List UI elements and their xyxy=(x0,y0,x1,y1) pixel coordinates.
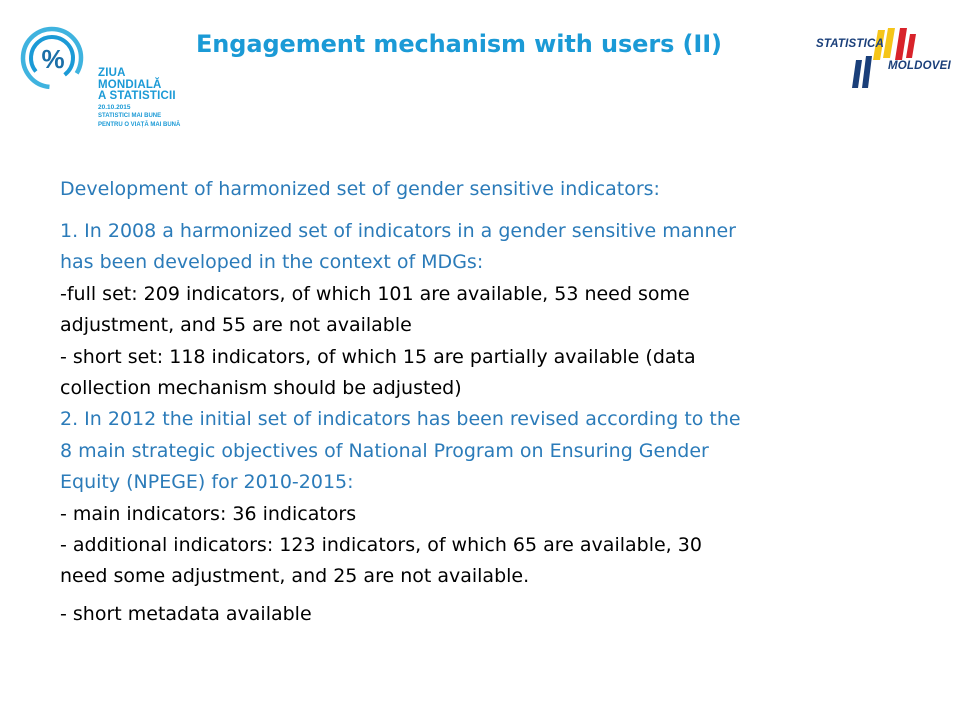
wsd-line-3: A STATISTICII xyxy=(98,90,176,102)
item2-additional-line-1: - additional indicators: 123 indicators, of which 65 are available, 30 xyxy=(60,534,702,557)
item2-heading-line-1: 2. In 2012 the initial set of indicators has been revised according to the xyxy=(60,408,741,431)
item2-heading-line-3: Equity (NPEGE) for 2010-2015: xyxy=(60,471,354,494)
item1-short-set-line-1: - short set: 118 indicators, of which 15 are partially available (data xyxy=(60,345,696,368)
page-title: Engagement mechanism with users (II) xyxy=(196,30,722,58)
percent-circle-icon xyxy=(14,18,94,98)
wsd-date: 20.10.2015 xyxy=(98,103,131,111)
wsd-tagline-2: PENTRU O VIAȚĂ MAI BUNĂ xyxy=(98,121,181,128)
slide-content xyxy=(60,168,920,631)
logo-word-moldovei: MOLDOVEI xyxy=(888,60,951,72)
item1-heading-line-2: has been developed in the context of MDGs: xyxy=(60,251,484,274)
wsd-tagline-1: STATISTICI MAI BUNE xyxy=(98,113,162,119)
item1-full-set-line-2: adjustment, and 55 are not available xyxy=(60,314,412,337)
percent-symbol: % xyxy=(41,44,65,74)
item1-full-set-line-1: -full set: 209 indicators, of which 101 are available, 53 need some xyxy=(60,282,690,305)
statistica-moldovei-logo xyxy=(812,26,951,90)
indicators-body xyxy=(60,216,920,593)
wsd-line-1: ZIUA xyxy=(98,67,126,79)
item1-short-set-line-2: collection mechanism should be adjusted) xyxy=(60,377,462,400)
wsd-logo-text xyxy=(98,68,180,129)
short-metadata-text: - short metadata available xyxy=(60,602,312,625)
item1-heading-line-1: 1. In 2008 a harmonized set of indicators in a gender sensitive manner xyxy=(60,220,736,242)
item2-additional-line-2: need some adjustment, and 25 are not available. xyxy=(60,565,530,588)
item2-heading-line-2: 8 main strategic objectives of National Program on Ensuring Gender xyxy=(60,439,709,462)
wsd-line-2: MONDIALĂ xyxy=(98,78,162,91)
logo-word-statistica: STATISTICA xyxy=(816,38,885,50)
world-statistics-day-logo xyxy=(14,18,204,138)
item2-main-indicators: - main indicators: 36 indicators xyxy=(60,502,357,525)
logo-stripes-icon xyxy=(812,26,948,90)
intro-text: Development of harmonized set of gender sensitive indicators: xyxy=(60,178,660,200)
